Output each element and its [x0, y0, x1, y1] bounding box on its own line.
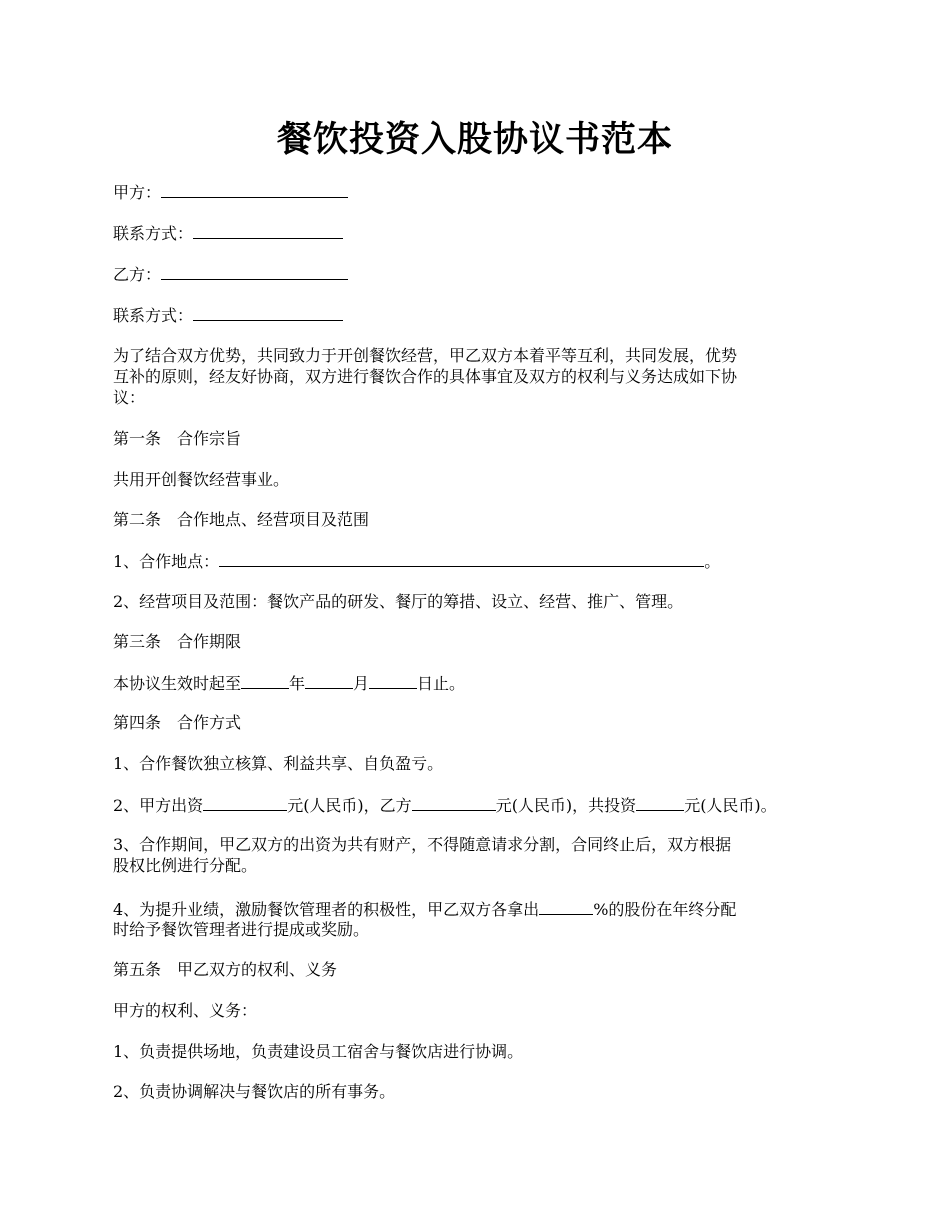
investment-total-label: 元(人民币)，共投资 [495, 796, 637, 815]
article-4-item-4-line-2: 时给予餐饮管理者进行提成或奖励。 [113, 920, 370, 939]
location-label: 1、合作地点： [113, 552, 220, 571]
contact-a-line [113, 223, 833, 244]
contact-a-blank[interactable] [193, 223, 343, 239]
term-day-label: 日止。 [417, 674, 466, 693]
party-b-label: 乙方： [113, 265, 162, 284]
term-month-label: 月 [353, 674, 370, 693]
investment-a-label: 2、甲方出资 [113, 796, 204, 815]
location-blank[interactable] [219, 551, 704, 567]
share-label: 4、为提升业绩，激励餐饮管理者的积极性，甲乙双方各拿出 [113, 900, 540, 919]
article-2-heading: 第二条 合作地点、经营项目及范围 [113, 510, 370, 529]
term-year-label: 年 [289, 674, 306, 693]
party-a-line [113, 182, 833, 203]
article-4-item-2 [113, 795, 833, 816]
contact-b-label: 联系方式： [113, 306, 194, 325]
article-4-item-3-line-1: 3、合作期间，甲乙双方的出资为共有财产，不得随意请求分割，合同终止后，双方根据 [113, 835, 732, 854]
party-b-line [113, 264, 833, 285]
document-title: 餐饮投资入股协议书范本 [276, 119, 673, 160]
term-month-blank[interactable] [305, 673, 353, 689]
article-4-heading: 第四条 合作方式 [113, 713, 242, 732]
article-3-heading: 第三条 合作期限 [113, 632, 242, 651]
investment-b-blank[interactable] [412, 795, 496, 811]
term-text-start: 本协议生效时起至 [113, 674, 242, 693]
intro-line-2: 互补的原则，经友好协商，双方进行餐饮合作的具体事宜及双方的权利与义务达成如下协 [113, 367, 738, 386]
article-3-text [113, 673, 833, 694]
article-4-item-4-line-1 [113, 899, 833, 920]
article-5-heading: 第五条 甲乙双方的权利、义务 [113, 960, 338, 979]
article-5-subheading: 甲方的权利、义务： [113, 1001, 258, 1020]
party-a-blank[interactable] [161, 182, 348, 198]
article-4-item-1: 1、合作餐饮独立核算、利益共享、自负盈亏。 [113, 754, 444, 773]
party-a-label: 甲方： [113, 183, 162, 202]
share-label-end: %的股份在年终分配 [593, 900, 737, 919]
investment-total-unit: 元(人民币)。 [684, 796, 777, 815]
article-1-heading: 第一条 合作宗旨 [113, 429, 242, 448]
article-2-item-1 [113, 551, 833, 572]
contact-b-line [113, 305, 833, 326]
investment-b-label: 元(人民币)，乙方 [287, 796, 412, 815]
article-1-text: 共用开创餐饮经营事业。 [113, 470, 290, 489]
contact-a-label: 联系方式： [113, 224, 194, 243]
article-2-item-2: 2、经营项目及范围：餐饮产品的研发、餐厅的筹措、设立、经营、推广、管理。 [113, 592, 684, 611]
investment-total-blank[interactable] [636, 795, 684, 811]
intro-line-1: 为了结合双方优势，共同致力于开创餐饮经营，甲乙双方本着平等互利，共同发展，优势 [113, 346, 738, 365]
article-5-item-2: 2、负责协调解决与餐饮店的所有事务。 [113, 1082, 396, 1101]
term-year-blank[interactable] [241, 673, 289, 689]
investment-a-blank[interactable] [203, 795, 287, 811]
term-day-blank[interactable] [369, 673, 417, 689]
party-b-blank[interactable] [161, 264, 348, 280]
share-percent-blank[interactable] [539, 899, 593, 915]
contact-b-blank[interactable] [193, 305, 343, 321]
article-5-item-1: 1、负责提供场地，负责建设员工宿舍与餐饮店进行协调。 [113, 1042, 524, 1061]
location-end: 。 [704, 552, 721, 571]
article-4-item-3-line-2: 股权比例进行分配。 [113, 856, 258, 875]
intro-line-3: 议： [113, 388, 146, 407]
